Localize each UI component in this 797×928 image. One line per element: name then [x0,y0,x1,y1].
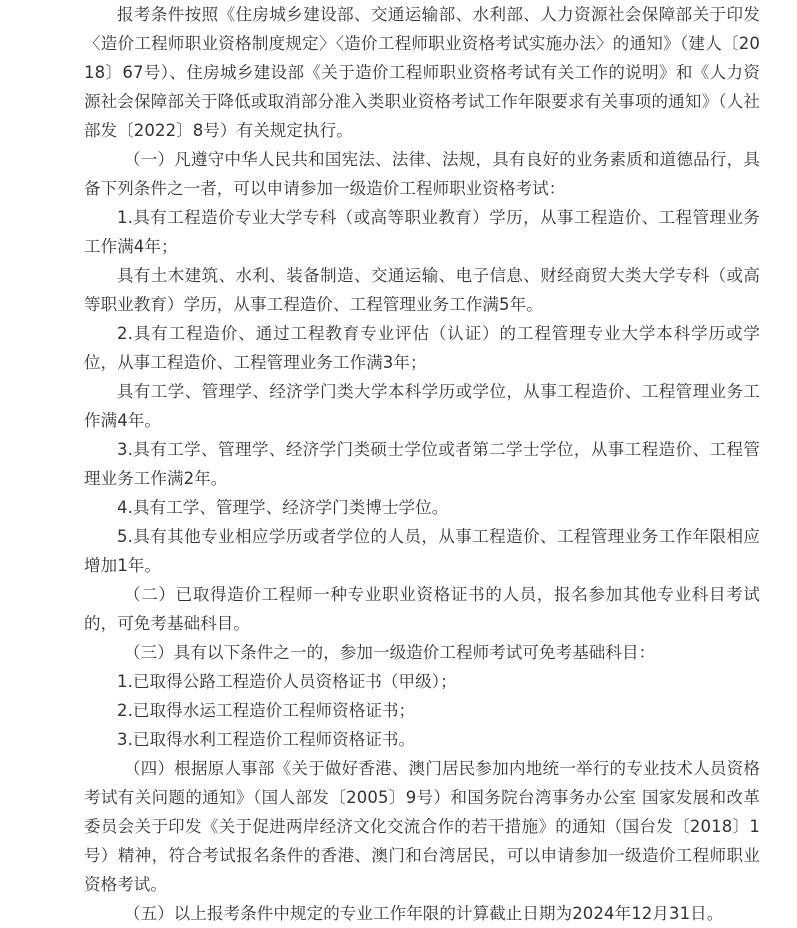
section-four-paragraph: （四）根据原人事部《关于做好香港、澳门居民参加内地统一举行的专业技术人员资格考试有关问题的通知》（国人部发〔2005〕9号）和国务院台湾事务办公室 国家发展和改革委员会关于印发《关于促进两岸经济文化交流合作的若干措施》的通知（国台发〔2018〕1号）精神，符合考试报名条件的香港、澳门和台湾居民，可以申请参加一级造价工程师职业资格考试。 [84,759,760,894]
section-five-paragraph: （五）以上报考条件中规定的专业工作年限的计算截止日期为2024年12月31日。 [124,904,724,923]
intro-paragraph: 报考条件按照《住房城乡建设部、交通运输部、水利部、人力资源社会保障部关于印发〈造价工程师职业资格制度规定〉〈造价工程师职业资格考试实施办法〉的通知》（建人〔2018〕67号）、住房城乡建设部《关于造价工程师职业资格考试有关工作的说明》和《人力资源社会保障部关于降低或取消部分准入类职业资格考试工作年限要求有关事项的通知》（人社部发〔2022〕8号）有关规定执行。 [84,5,760,140]
document-body [84,0,760,928]
condition-item-5: 5.具有其他专业相应学历或者学位的人员，从事工程造价、工程管理业务工作年限相应增加1年。 [84,527,760,575]
section-two-paragraph: （二）已取得造价工程师一种专业职业资格证书的人员，报名参加其他专业科目考试的，可免考基础科目。 [84,585,760,633]
exemption-item-1: 1.已取得公路工程造价人员资格证书（甲级）； [117,672,457,691]
section-one-heading: （一）凡遵守中华人民共和国宪法、法律、法规，具有良好的业务素质和道德品行，具备下列条件之一者，可以申请参加一级造价工程师职业资格考试： [84,150,760,198]
condition-item-2-alt: 具有工学、管理学、经济学门类大学本科学历或学位，从事工程造价、工程管理业务工作满4年。 [84,382,760,430]
section-three-heading: （三）具有以下条件之一的，参加一级造价工程师考试可免考基础科目： [124,643,656,662]
exemption-item-2: 2.已取得水运工程造价工程师资格证书； [117,701,416,720]
condition-item-3: 3.具有工学、管理学、经济学门类硕士学位或者第二学士学位，从事工程造价、工程管理业务工作满2年。 [84,440,760,488]
exemption-item-3: 3.已取得水利工程造价工程师资格证书。 [117,730,416,749]
condition-item-4: 4.具有工学、管理学、经济学门类博士学位。 [117,498,449,517]
condition-item-1-alt: 具有土木建筑、水利、装备制造、交通运输、电子信息、财经商贸大类大学专科（或高等职业教育）学历，从事工程造价、工程管理业务工作满5年。 [84,266,760,314]
condition-item-2: 2.具有工程造价、通过工程教育专业评估（认证）的工程管理专业大学本科学历或学位，从事工程造价、工程管理业务工作满3年； [84,324,760,372]
condition-item-1: 1.具有工程造价专业大学专科（或高等职业教育）学历，从事工程造价、工程管理业务工作满4年； [84,208,760,256]
